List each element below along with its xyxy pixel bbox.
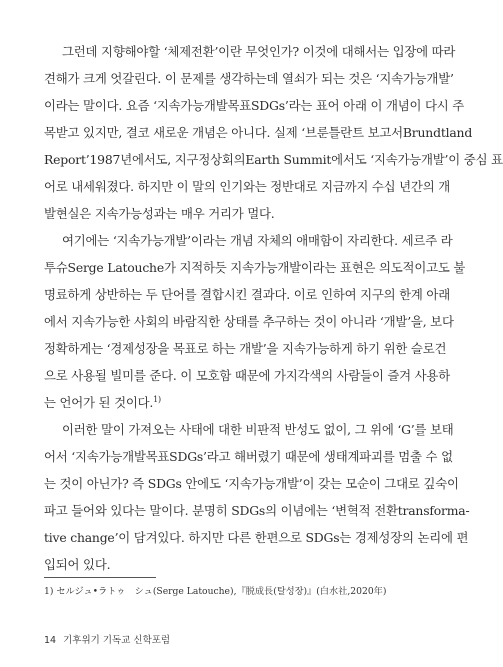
paragraph-3 <box>44 416 470 578</box>
text-line: 에서 지속가능한 사회의 바람직한 상태를 추구하는 것이 아니라 ‘개발’을, 보다 <box>44 314 454 329</box>
text-line: 투슈Serge Latouche가 지적하듯 지속가능개발이라는 표현은 의도적이고도 불 <box>44 260 466 275</box>
paragraph-2 <box>44 227 466 416</box>
text-line: 으로 사용될 빌미를 준다. 이 모호함 때문에 가지각색의 사람들이 즐겨 사용하 <box>44 368 450 383</box>
text-line: 목받고 있지만, 결코 새로운 개념은 아니다. 실제 ‘브룬틀란트 보고서Brundtland <box>44 125 473 140</box>
text-line: 입되어 있다. <box>44 557 111 572</box>
text-line: tive change’이 담겨있다. 하지만 다른 한편으로 SDGs는 경제성장의 논리에 편 <box>44 530 469 545</box>
page-number: 14 <box>44 635 57 646</box>
text-line: 파고 들어와 있다는 말이다. 분명히 SDGs의 이념에는 ‘변혁적 전환transforma- <box>44 503 470 518</box>
text-line <box>44 389 432 416</box>
text-line: 어로 내세워졌다. 하지만 이 말의 인기와는 정반대로 지금까지 수십 년간의 개 <box>44 179 450 194</box>
text-line: Report’1987년에서도, 지구정상회의Earth Summit에서도 ‘지속가능개발’이 중심 표 <box>44 152 503 167</box>
text-line: 는 것이 아닌가? 즉 SDGs 안에도 ‘지속가능개발’이 갖는 모순이 그대로 깊숙이 <box>44 476 459 491</box>
footnote-divider <box>44 577 156 578</box>
page-footer <box>44 632 170 646</box>
text-line: 명료하게 상반하는 두 단어를 결합시킨 결과다. 이로 인하여 지구의 한계 아래 <box>44 287 450 302</box>
text-line: 이라는 말이다. 요즘 ‘지속가능개발목표SDGs’라는 표어 아래 이 개념이 다시 주 <box>44 98 465 113</box>
text-line: 정확하게는 ‘경제성장을 목표로 하는 개발’을 지속가능하게 하기 위한 슬로건 <box>44 341 447 356</box>
text-line: 그런데 지향해야할 ‘체제전환’이란 무엇인가? 이것에 대해서는 입장에 따라 <box>62 44 456 59</box>
body-text <box>44 38 503 578</box>
text-line: 이러한 말이 가져오는 사태에 대한 비판적 반성도 없이, 그 위에 ‘G’를 보태 <box>62 422 454 437</box>
footnote-reference[interactable]: 1) <box>153 394 161 404</box>
text-line: 견해가 크게 엇갈린다. 이 문제를 생각하는데 열쇠가 되는 것은 ‘지속가능개발’ <box>44 71 454 86</box>
running-title: 기후위기 기독교 신학포럼 <box>63 635 171 646</box>
paragraph-1 <box>44 38 503 227</box>
text-line: 발현실은 지속가능성과는 매우 거리가 멀다. <box>44 206 275 221</box>
footnote: 1) セルジュ•ラトゥ シュ(Serge Latouche),『脱成長(탈성장)』(白水社,2020年) <box>44 586 387 597</box>
text-line: 여기에는 ‘지속가능개발’이라는 개념 자체의 애매함이 자리한다. 세르주 라 <box>62 233 453 248</box>
text-line: 어서 ‘지속가능개발목표SDGs’라고 해버렸기 때문에 생태계파괴를 멈출 수 없 <box>44 449 453 464</box>
text-span: 는 언어가 된 것이다. <box>44 395 154 410</box>
